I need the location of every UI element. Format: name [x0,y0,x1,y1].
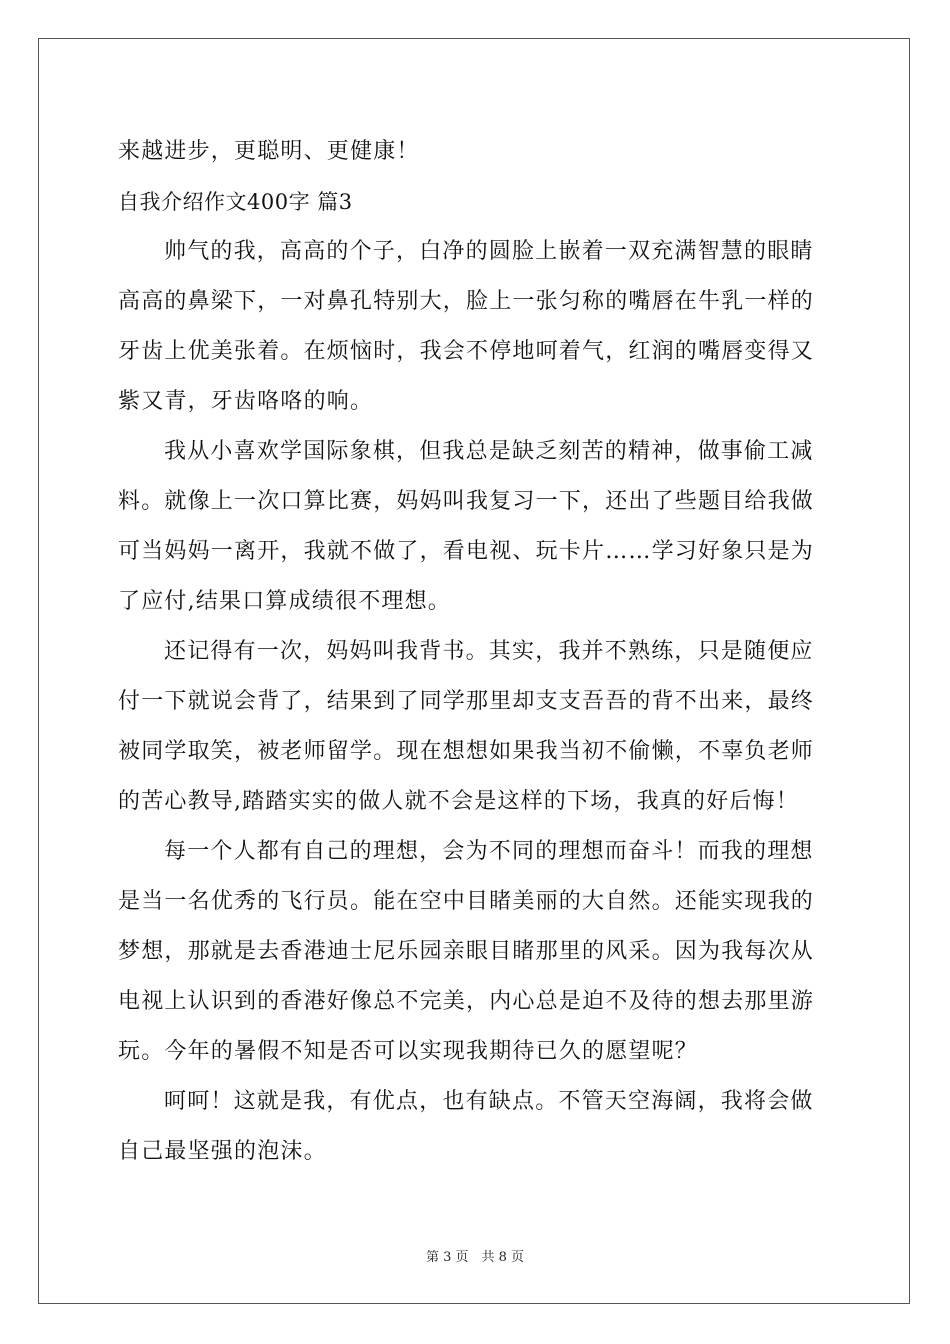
paragraph-line: 呵呵！这就是我，有优点，也有缺点。不管天空海阔，我将会做 [164,1089,814,1114]
paragraph-line: 每一个人都有自己的理想，会为不同的理想而奋斗！而我的理想 [164,839,814,864]
paragraph-line: 牙齿上优美张着。在烦恼时，我会不停地呵着气，红润的嘴唇变得又 [118,339,815,364]
paragraph-line: 我从小喜欢学国际象棋，但我总是缺乏刻苦的精神，做事偷工减 [164,439,814,464]
section-title: 自我介绍作文400字 篇3 [118,190,353,214]
paragraph-line: 的苦心教导,踏踏实实的做人就不会是这样的下场，我真的好后悔！ [118,789,799,814]
paragraph-line: 料。就像上一次口算比赛，妈妈叫我复习一下，还出了些题目给我做 [118,489,815,514]
paragraph-line: 付一下就说会背了，结果到了同学那里却支支吾吾的背不出来，最终 [118,689,815,714]
paragraph-line: 梦想，那就是去香港迪士尼乐园亲眼目睹那里的风采。因为我每次从 [118,939,815,964]
paragraph-line: 是当一名优秀的飞行员。能在空中目睹美丽的大自然。还能实现我的 [118,889,815,914]
paragraph-line: 了应付,结果口算成绩很不理想。 [118,589,451,614]
paragraph-line: 被同学取笑，被老师留学。现在想想如果我当初不偷懒，不辜负老师 [118,739,815,764]
paragraph-line: 玩。今年的暑假不知是否可以实现我期待已久的愿望呢？ [118,1039,699,1064]
paragraph-line: 电视上认识到的香港好像总不完美，内心总是迫不及待的想去那里游 [118,989,815,1014]
document-body [118,127,833,1177]
paragraph-line: 还记得有一次，妈妈叫我背书。其实，我并不熟练，只是随便应 [164,639,814,664]
text-line: 来越进步，更聪明、更健康！ [118,139,420,164]
paragraph-line: 帅气的我，高高的个子，白净的圆脸上嵌着一双充满智慧的眼睛 [164,239,814,264]
page-number: 第 3 页 共 8 页 [425,1250,525,1265]
paragraph-line: 高高的鼻梁下，一对鼻孔特别大，脸上一张匀称的嘴唇在牛乳一样的 [118,289,815,314]
paragraph-line: 自己最坚强的泡沫。 [118,1139,327,1164]
paragraph-line: 可当妈妈一离开，我就不做了，看电视、玩卡片……学习好象只是为 [118,539,815,564]
paragraph-line: 紫又青，牙齿咯咯的响。 [118,389,374,414]
